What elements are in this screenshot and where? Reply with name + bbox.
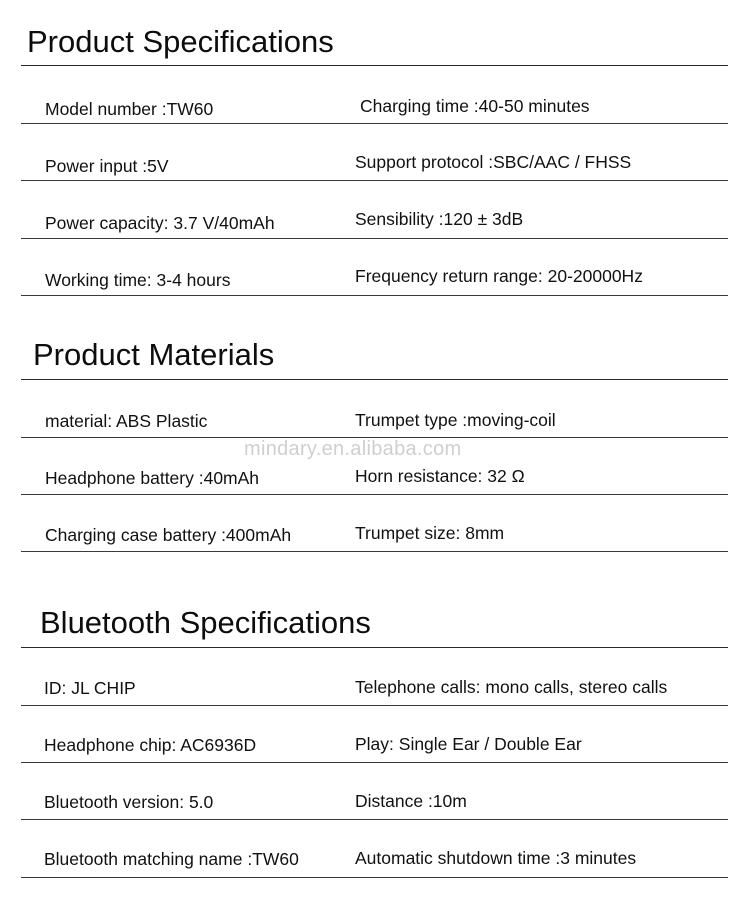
spec-charging-time: Charging time :40-50 minutes: [360, 96, 590, 116]
spec-support-protocol: Support protocol :SBC/AAC / FHSS: [355, 152, 632, 172]
material-case-battery: Charging case battery :400mAh: [45, 525, 292, 545]
row-divider: [21, 877, 728, 878]
bt-distance: Distance :10m: [355, 791, 467, 811]
spec-sensibility: Sensibility :120 ± 3dB: [355, 209, 524, 229]
bt-matching-name: Bluetooth matching name :TW60: [44, 849, 299, 869]
row-divider: [21, 123, 728, 124]
material-headphone-battery: Headphone battery :40mAh: [45, 468, 260, 488]
bt-id: ID: JL CHIP: [44, 678, 136, 698]
material-type: material: ABS Plastic: [45, 411, 208, 431]
bt-play-mode: Play: Single Ear / Double Ear: [355, 734, 582, 754]
row-divider: [21, 180, 728, 181]
section-divider: [21, 65, 728, 66]
row-divider: [21, 705, 728, 706]
bt-auto-shutdown: Automatic shutdown time :3 minutes: [355, 848, 637, 868]
bt-telephone-calls: Telephone calls: mono calls, stereo calls: [355, 677, 668, 697]
spec-model-number: Model number :TW60: [45, 99, 214, 119]
row-divider: [21, 819, 728, 820]
section-title-bluetooth-specifications: Bluetooth Specifications: [40, 605, 371, 640]
row-divider: [21, 762, 728, 763]
bt-headphone-chip: Headphone chip: AC6936D: [44, 735, 257, 755]
row-divider: [21, 295, 728, 296]
row-divider: [21, 238, 728, 239]
spec-frequency-range: Frequency return range: 20-20000Hz: [355, 266, 643, 286]
spec-working-time: Working time: 3-4 hours: [45, 270, 231, 290]
watermark: mindary.en.alibaba.com: [244, 438, 462, 460]
bt-version: Bluetooth version: 5.0: [44, 792, 214, 812]
material-trumpet-type: Trumpet type :moving-coil: [355, 410, 556, 430]
spec-power-input: Power input :5V: [45, 156, 169, 176]
row-divider: [21, 494, 728, 495]
section-title-product-materials: Product Materials: [33, 337, 275, 372]
section-title-product-specifications: Product Specifications: [27, 24, 334, 59]
section-divider: [21, 379, 728, 380]
spec-power-capacity: Power capacity: 3.7 V/40mAh: [45, 213, 275, 233]
material-trumpet-size: Trumpet size: 8mm: [355, 523, 505, 543]
section-divider: [21, 647, 728, 648]
material-horn-resistance: Horn resistance: 32 Ω: [355, 466, 525, 486]
row-divider: [21, 551, 728, 552]
